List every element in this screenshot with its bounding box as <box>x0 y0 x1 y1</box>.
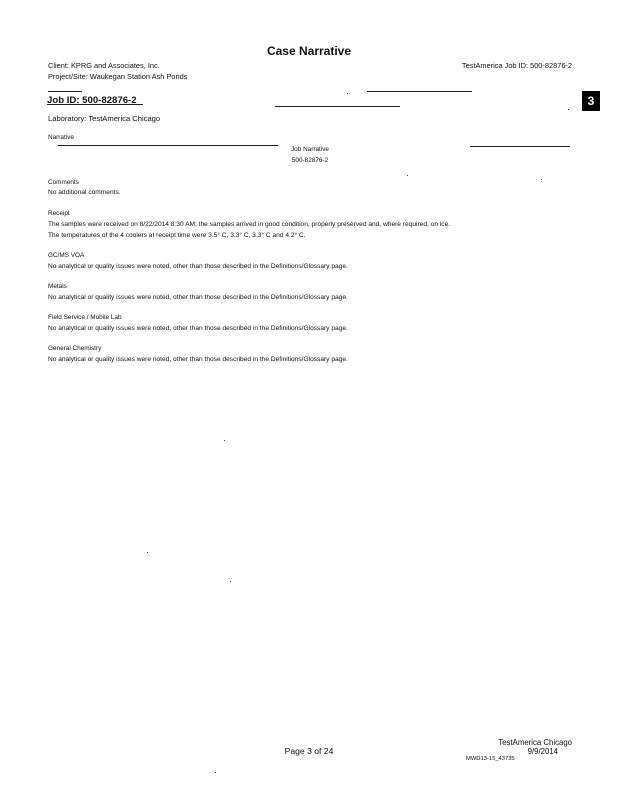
project-line: Project/Site: Waukegan Station Ash Ponds <box>48 72 188 81</box>
page-number: Page 3 of 24 <box>284 746 334 756</box>
section-text: The samples were received on 8/22/2014 8:30 AM; the samples arrived in good condition, properly preserved and, where required, on ice. <box>48 221 451 228</box>
scan-speck <box>568 109 569 110</box>
footer-date: 9/9/2014 <box>527 747 558 756</box>
section-text: No additional comments. <box>48 189 121 196</box>
footer-doc-code: MWD13-15_43735 <box>466 756 515 762</box>
narrative-rule-left <box>58 145 278 146</box>
job-header: TestAmerica Job ID: 500-82876-2 <box>461 61 572 70</box>
section-heading: Receipt <box>48 210 70 217</box>
client-line: Client: KPRG and Associates, Inc. <box>48 61 160 70</box>
section-text: The temperatures of the 4 coolers at receipt time were 3.5° C, 3.3° C, 3.3° C and 4.2° C. <box>48 232 306 239</box>
section-text: No analytical or quality issues were noted, other than those described in the Definitions/Glossary page. <box>48 263 348 270</box>
narrative-title: Job Narrative <box>290 146 329 153</box>
narrative-rule-right <box>470 146 570 147</box>
scan-speck <box>215 772 216 773</box>
section-heading: Comments <box>48 179 79 186</box>
scan-speck <box>407 175 408 176</box>
laboratory: Laboratory: TestAmerica Chicago <box>48 114 161 123</box>
page-title: Case Narrative <box>266 44 352 58</box>
section-text: No analytical or quality issues were noted, other than those described in the Definitions/Glossary page. <box>48 294 348 301</box>
job-id: Job ID: 500-82876-2 <box>47 95 137 106</box>
scan-speck <box>347 93 348 94</box>
scan-speck <box>230 581 231 582</box>
scan-speck <box>147 552 148 553</box>
section-heading: Metals <box>48 283 67 290</box>
section-heading: GC/MS VOA <box>48 252 85 259</box>
section-heading: General Chemistry <box>48 345 102 352</box>
section-text: No analytical or quality issues were noted, other than those described in the Definitions/Glossary page. <box>48 356 348 363</box>
tab-marker: 3 <box>582 91 600 111</box>
narrative-job: 500-82876-2 <box>291 157 329 164</box>
header-rule-left <box>48 91 82 92</box>
section-text: No analytical or quality issues were noted, other than those described in the Definitions/Glossary page. <box>48 325 348 332</box>
job-rule <box>275 106 400 107</box>
scan-speck <box>541 179 542 180</box>
header-rule-right <box>367 91 472 92</box>
scan-speck <box>224 440 225 441</box>
narrative-label: Narrative <box>48 134 74 141</box>
footer-lab: TestAmerica Chicago <box>498 738 572 747</box>
section-heading: Field Service / Mobile Lab <box>48 314 122 321</box>
